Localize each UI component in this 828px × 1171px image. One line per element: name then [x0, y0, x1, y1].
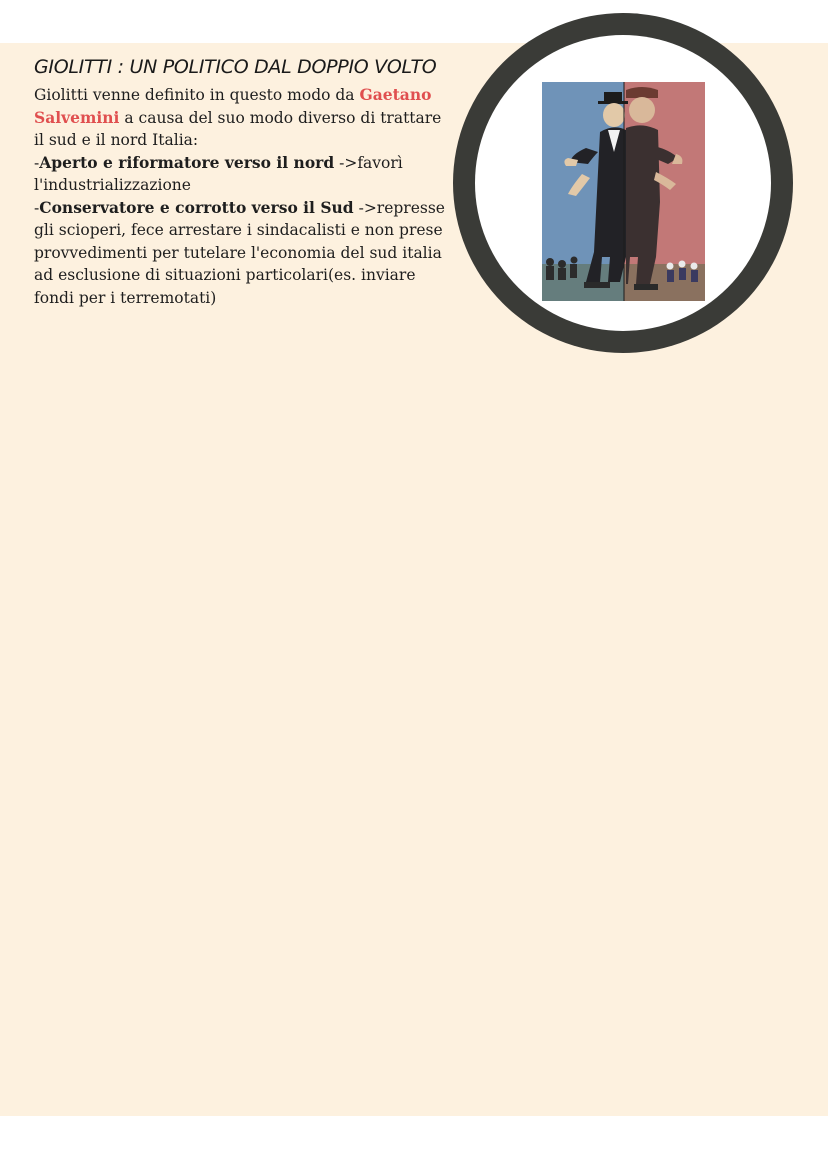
point-south — [34, 197, 454, 310]
point-prefix: - — [34, 153, 40, 172]
point-prefix: - — [34, 198, 40, 217]
main-content — [34, 56, 454, 309]
double-face-caricature-icon — [542, 82, 705, 301]
point-north — [34, 152, 454, 197]
point-text: ->favorì l'industrializzazione — [34, 153, 403, 194]
body-text — [34, 84, 454, 309]
point-text: ->represse gli scioperi, fece arrestare i sindacalisti e non prese provvedimenti per tutelare l'economia del sud italia ad esclusione di situazioni particolari(es. inviare fondi per i terremotati) — [34, 198, 445, 307]
point-bold: Conservatore e corrotto verso il Sud — [39, 197, 354, 217]
author-name: Gaetano Salvemini — [34, 85, 432, 127]
page-title: GIOLITTI : UN POLITICO DAL DOPPIO VOLTO — [34, 56, 437, 78]
intro-before: Giolitti venne definito in questo modo da — [34, 86, 360, 104]
intro-paragraph — [34, 84, 454, 152]
intro-after: a causa del suo modo diverso di trattare il sud e il nord Italia: — [34, 108, 442, 149]
point-bold: Aperto e riformatore verso il nord — [39, 152, 335, 172]
image-frame — [453, 13, 793, 353]
